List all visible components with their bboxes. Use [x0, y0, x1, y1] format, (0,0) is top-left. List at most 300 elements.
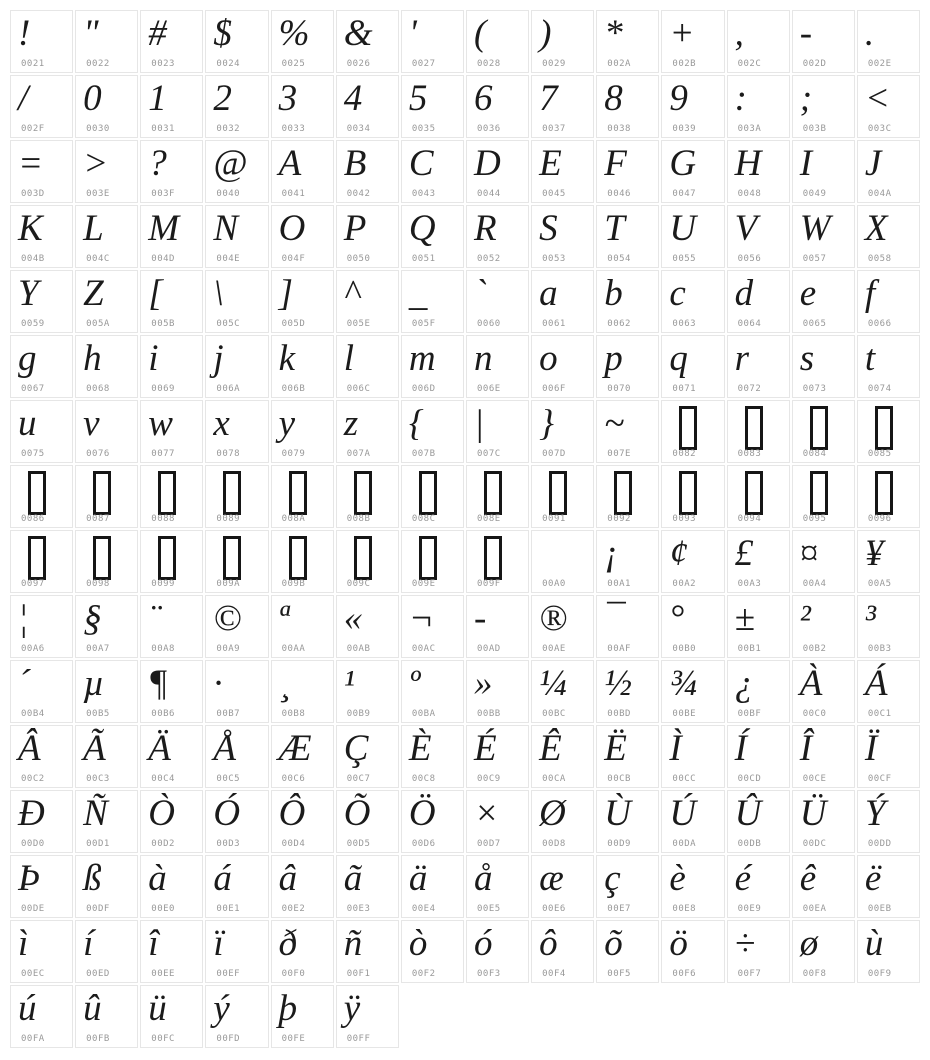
unicode-label: 00DE	[21, 904, 45, 914]
glyph: D	[473, 143, 501, 184]
glyph-cell[interactable]	[336, 530, 399, 593]
glyph-cell[interactable]	[140, 205, 203, 268]
glyph-cell[interactable]	[205, 530, 268, 593]
glyph: \	[213, 273, 224, 314]
glyph-cell[interactable]	[661, 400, 724, 463]
glyph: Ô	[278, 793, 306, 834]
glyph: Á	[864, 663, 888, 704]
glyph: Ý	[864, 793, 886, 834]
glyph-cell[interactable]	[857, 75, 920, 138]
glyph-cell[interactable]	[205, 790, 268, 853]
glyph-cell[interactable]	[596, 140, 659, 203]
glyph-cell[interactable]	[466, 400, 529, 463]
unicode-label: 002A	[607, 59, 631, 69]
unicode-label: 002B	[672, 59, 697, 69]
unicode-label: 00FD	[216, 1034, 241, 1044]
glyph-cell[interactable]	[271, 595, 334, 658]
glyph-cell[interactable]	[336, 725, 399, 788]
glyph-cell[interactable]	[401, 400, 464, 463]
glyph-cell[interactable]	[271, 140, 334, 203]
glyph-cell[interactable]	[205, 205, 268, 268]
unicode-label: 00B9	[346, 709, 371, 719]
glyph-cell[interactable]	[205, 400, 268, 463]
glyph-cell[interactable]	[75, 75, 138, 138]
glyph-cell[interactable]	[271, 855, 334, 918]
glyph-cell[interactable]	[596, 920, 659, 983]
glyph-cell[interactable]	[75, 920, 138, 983]
glyph: <	[864, 78, 890, 119]
glyph-cell[interactable]	[661, 920, 724, 983]
glyph-cell[interactable]	[857, 790, 920, 853]
glyph: n	[473, 338, 493, 379]
glyph-cell[interactable]	[336, 400, 399, 463]
glyph-cell[interactable]	[10, 530, 73, 593]
glyph-cell[interactable]	[140, 270, 203, 333]
glyph-cell[interactable]	[531, 10, 594, 73]
glyph: ×	[473, 793, 499, 834]
glyph-cell[interactable]	[531, 140, 594, 203]
missing-glyph-box-icon	[289, 471, 307, 515]
unicode-label: 00B3	[867, 644, 892, 654]
unicode-label: 003E	[86, 189, 110, 199]
glyph-cell[interactable]	[75, 400, 138, 463]
glyph-cell[interactable]	[792, 75, 855, 138]
glyph-cell[interactable]	[271, 465, 334, 528]
glyph-cell[interactable]	[401, 205, 464, 268]
glyph: t	[864, 338, 876, 379]
glyph: ó	[473, 923, 493, 964]
glyph-cell[interactable]	[10, 270, 73, 333]
glyph-cell[interactable]	[466, 75, 529, 138]
glyph-cell[interactable]	[727, 725, 790, 788]
glyph-cell[interactable]	[792, 530, 855, 593]
glyph: ÷	[734, 923, 755, 964]
glyph: Ì	[669, 728, 682, 769]
unicode-label: 0050	[346, 254, 371, 264]
glyph: b	[604, 273, 623, 314]
glyph-cell[interactable]	[466, 595, 529, 658]
glyph-cell[interactable]	[531, 595, 594, 658]
glyph-cell[interactable]	[596, 595, 659, 658]
glyph-cell[interactable]	[140, 335, 203, 398]
glyph-cell[interactable]	[401, 725, 464, 788]
glyph-cell[interactable]	[792, 725, 855, 788]
glyph-cell[interactable]	[205, 595, 268, 658]
glyph-cell[interactable]	[205, 920, 268, 983]
glyph-cell[interactable]	[336, 855, 399, 918]
unicode-label: 00B0	[672, 644, 697, 654]
glyph-cell[interactable]	[727, 790, 790, 853]
glyph-cell[interactable]	[401, 10, 464, 73]
glyph-cell[interactable]	[466, 270, 529, 333]
glyph-cell[interactable]	[661, 855, 724, 918]
glyph-cell[interactable]	[727, 140, 790, 203]
glyph-cell[interactable]	[140, 920, 203, 983]
glyph: ²	[799, 598, 811, 639]
glyph-cell[interactable]	[140, 75, 203, 138]
unicode-label: 00B6	[151, 709, 175, 719]
glyph-cell[interactable]	[75, 855, 138, 918]
glyph-cell[interactable]	[661, 140, 724, 203]
glyph-cell[interactable]	[140, 140, 203, 203]
glyph-cell[interactable]	[857, 10, 920, 73]
glyph-cell[interactable]	[10, 660, 73, 723]
glyph-cell[interactable]	[596, 400, 659, 463]
glyph-cell[interactable]	[271, 400, 334, 463]
glyph-cell[interactable]	[531, 335, 594, 398]
glyph-cell[interactable]	[466, 465, 529, 528]
glyph-cell[interactable]	[401, 140, 464, 203]
glyph	[402, 466, 463, 512]
glyph-cell[interactable]	[531, 75, 594, 138]
glyph-cell[interactable]	[140, 855, 203, 918]
glyph-cell[interactable]	[75, 595, 138, 658]
unicode-label: 0069	[151, 384, 175, 394]
unicode-label: 0047	[672, 189, 697, 199]
unicode-label: 00AD	[476, 644, 501, 654]
unicode-label: 00A9	[216, 644, 241, 654]
glyph-cell[interactable]	[792, 790, 855, 853]
glyph-cell[interactable]	[727, 855, 790, 918]
glyph: ¿	[734, 663, 754, 704]
glyph-cell[interactable]	[531, 725, 594, 788]
glyph-cell[interactable]	[75, 335, 138, 398]
glyph-cell[interactable]	[10, 465, 73, 528]
glyph-cell[interactable]	[336, 595, 399, 658]
glyph-cell[interactable]	[75, 465, 138, 528]
glyph-cell[interactable]	[727, 205, 790, 268]
unicode-label: 00E7	[607, 904, 631, 914]
glyph-cell[interactable]	[271, 335, 334, 398]
glyph-cell[interactable]	[596, 465, 659, 528]
glyph-cell[interactable]	[271, 530, 334, 593]
glyph: +	[669, 13, 695, 54]
glyph-cell[interactable]	[271, 10, 334, 73]
glyph-cell[interactable]	[727, 335, 790, 398]
unicode-label: 0089	[216, 514, 241, 524]
unicode-label: 00A7	[86, 644, 110, 654]
glyph-cell[interactable]	[140, 595, 203, 658]
glyph: !	[18, 13, 31, 54]
glyph-cell[interactable]	[140, 400, 203, 463]
glyph-cell[interactable]	[205, 725, 268, 788]
glyph-cell[interactable]	[792, 920, 855, 983]
glyph-cell[interactable]	[10, 75, 73, 138]
glyph-cell[interactable]	[857, 400, 920, 463]
glyph-cell[interactable]	[10, 400, 73, 463]
glyph-cell[interactable]	[661, 790, 724, 853]
glyph-cell[interactable]	[596, 790, 659, 853]
unicode-label: 007E	[607, 449, 631, 459]
glyph-cell[interactable]	[336, 335, 399, 398]
glyph-cell[interactable]	[336, 920, 399, 983]
glyph-cell[interactable]	[205, 270, 268, 333]
glyph-cell[interactable]	[205, 985, 268, 1048]
unicode-label: 0098	[86, 579, 110, 589]
glyph: J	[864, 143, 882, 184]
unicode-label: 00D2	[151, 839, 175, 849]
glyph: æ	[539, 858, 564, 899]
glyph-cell[interactable]	[727, 465, 790, 528]
glyph: Ë	[604, 728, 627, 769]
unicode-label: 00CD	[737, 774, 762, 784]
glyph-cell[interactable]	[531, 400, 594, 463]
glyph: ^	[343, 273, 360, 314]
glyph-cell[interactable]	[10, 790, 73, 853]
glyph: s	[799, 338, 815, 379]
glyph-cell[interactable]	[466, 530, 529, 593]
glyph-cell[interactable]	[857, 725, 920, 788]
glyph-cell[interactable]	[727, 530, 790, 593]
glyph-cell[interactable]	[857, 530, 920, 593]
glyph-cell[interactable]	[531, 205, 594, 268]
glyph-cell[interactable]	[661, 75, 724, 138]
glyph-cell[interactable]	[531, 530, 594, 593]
unicode-label: 0087	[86, 514, 110, 524]
glyph-cell[interactable]	[401, 595, 464, 658]
glyph-cell[interactable]	[271, 660, 334, 723]
glyph-cell[interactable]	[792, 270, 855, 333]
glyph-cell[interactable]	[727, 920, 790, 983]
glyph: ú	[18, 988, 37, 1029]
glyph-cell[interactable]	[140, 985, 203, 1048]
unicode-label: 00C2	[21, 774, 45, 784]
glyph-cell[interactable]	[401, 530, 464, 593]
glyph-cell[interactable]	[857, 595, 920, 658]
glyph-cell[interactable]	[792, 660, 855, 723]
glyph-cell[interactable]	[401, 790, 464, 853]
glyph-cell[interactable]	[10, 10, 73, 73]
glyph-cell[interactable]	[205, 660, 268, 723]
glyph-cell[interactable]	[531, 270, 594, 333]
glyph: i	[148, 338, 159, 379]
glyph-cell[interactable]	[857, 140, 920, 203]
glyph-cell[interactable]	[140, 660, 203, 723]
glyph-cell[interactable]	[75, 660, 138, 723]
glyph-cell[interactable]	[271, 790, 334, 853]
glyph-cell[interactable]	[596, 75, 659, 138]
glyph-cell[interactable]	[792, 10, 855, 73]
glyph-cell[interactable]	[336, 270, 399, 333]
glyph-cell[interactable]	[10, 920, 73, 983]
glyph-cell[interactable]	[531, 855, 594, 918]
glyph-cell[interactable]	[336, 205, 399, 268]
glyph-cell[interactable]	[401, 465, 464, 528]
glyph-cell[interactable]	[727, 75, 790, 138]
glyph: 0	[83, 78, 102, 119]
glyph: j	[213, 338, 224, 379]
glyph-cell[interactable]	[336, 75, 399, 138]
unicode-label: 0055	[672, 254, 697, 264]
glyph-cell[interactable]	[271, 920, 334, 983]
glyph-cell[interactable]	[271, 270, 334, 333]
glyph-cell[interactable]	[10, 725, 73, 788]
glyph-cell[interactable]	[661, 595, 724, 658]
glyph-cell[interactable]	[531, 660, 594, 723]
glyph-cell[interactable]	[271, 985, 334, 1048]
glyph-cell[interactable]	[661, 335, 724, 398]
glyph: þ	[278, 988, 298, 1029]
glyph-cell[interactable]	[857, 660, 920, 723]
glyph-cell[interactable]	[336, 790, 399, 853]
glyph-cell[interactable]	[466, 790, 529, 853]
glyph-cell[interactable]	[857, 270, 920, 333]
glyph-cell[interactable]	[857, 920, 920, 983]
glyph-cell[interactable]	[792, 205, 855, 268]
missing-glyph-box-icon	[28, 471, 46, 515]
glyph: 4	[343, 78, 363, 119]
glyph-cell[interactable]	[661, 10, 724, 73]
glyph: ~	[604, 403, 625, 444]
glyph-cell[interactable]	[75, 725, 138, 788]
unicode-label: 002F	[21, 124, 45, 134]
glyph-cell[interactable]	[727, 400, 790, 463]
glyph-cell[interactable]	[531, 465, 594, 528]
glyph-cell[interactable]	[857, 335, 920, 398]
glyph-cell[interactable]	[857, 205, 920, 268]
glyph	[272, 531, 333, 577]
glyph-cell[interactable]	[10, 140, 73, 203]
glyph-cell[interactable]	[792, 595, 855, 658]
glyph-cell[interactable]	[466, 855, 529, 918]
unicode-label: 004F	[281, 254, 306, 264]
unicode-label: 0054	[607, 254, 631, 264]
glyph-cell[interactable]	[336, 985, 399, 1048]
glyph-cell[interactable]	[271, 725, 334, 788]
glyph-cell[interactable]	[466, 335, 529, 398]
glyph-cell[interactable]	[401, 660, 464, 723]
glyph: A	[278, 143, 302, 184]
glyph-cell[interactable]	[401, 920, 464, 983]
glyph-cell[interactable]	[75, 10, 138, 73]
glyph-cell[interactable]	[596, 270, 659, 333]
glyph-cell[interactable]	[727, 660, 790, 723]
glyph-cell[interactable]	[205, 465, 268, 528]
glyph-cell[interactable]	[727, 595, 790, 658]
glyph-cell[interactable]	[596, 335, 659, 398]
glyph-cell[interactable]	[596, 530, 659, 593]
glyph	[532, 466, 593, 512]
glyph: É	[473, 728, 497, 769]
glyph-cell[interactable]	[661, 660, 724, 723]
unicode-label: 00AF	[607, 644, 631, 654]
unicode-label: 0083	[737, 449, 762, 459]
glyph-cell[interactable]	[661, 530, 724, 593]
glyph-cell[interactable]	[466, 920, 529, 983]
unicode-label: 0060	[476, 319, 501, 329]
glyph-cell[interactable]	[140, 530, 203, 593]
glyph-cell[interactable]	[466, 205, 529, 268]
glyph: ø	[799, 923, 819, 964]
glyph-cell[interactable]	[531, 790, 594, 853]
missing-glyph-box-icon	[484, 471, 502, 515]
glyph-cell[interactable]	[401, 855, 464, 918]
glyph-cell[interactable]	[661, 725, 724, 788]
glyph-cell[interactable]	[401, 270, 464, 333]
glyph-cell[interactable]	[857, 855, 920, 918]
unicode-label: 00FC	[151, 1034, 175, 1044]
glyph-cell[interactable]	[75, 205, 138, 268]
glyph-cell[interactable]	[661, 465, 724, 528]
unicode-label: 0099	[151, 579, 175, 589]
glyph: ®	[539, 598, 568, 639]
glyph-cell[interactable]	[205, 10, 268, 73]
unicode-label: 0066	[867, 319, 892, 329]
glyph	[662, 401, 723, 447]
unicode-label: 00BB	[476, 709, 501, 719]
glyph-cell[interactable]	[596, 855, 659, 918]
glyph-cell[interactable]	[205, 75, 268, 138]
glyph-cell[interactable]	[792, 140, 855, 203]
glyph	[272, 466, 333, 512]
unicode-label: 00C8	[411, 774, 436, 784]
glyph-cell[interactable]	[596, 205, 659, 268]
glyph-cell[interactable]	[401, 75, 464, 138]
glyph-cell[interactable]	[75, 985, 138, 1048]
glyph: l	[343, 338, 354, 379]
glyph-cell[interactable]	[75, 790, 138, 853]
glyph-cell[interactable]	[466, 140, 529, 203]
glyph-cell[interactable]	[271, 205, 334, 268]
glyph-cell[interactable]	[10, 205, 73, 268]
glyph: "	[83, 13, 99, 54]
glyph-cell[interactable]	[75, 140, 138, 203]
unicode-label: 00F7	[737, 969, 762, 979]
glyph-cell[interactable]	[596, 10, 659, 73]
glyph-cell[interactable]	[401, 335, 464, 398]
glyph-cell[interactable]	[727, 270, 790, 333]
unicode-label: 005E	[346, 319, 371, 329]
glyph-cell[interactable]	[140, 10, 203, 73]
glyph-cell[interactable]	[140, 465, 203, 528]
glyph-cell[interactable]	[857, 465, 920, 528]
glyph-cell[interactable]	[10, 595, 73, 658]
glyph-cell[interactable]	[140, 790, 203, 853]
glyph-cell[interactable]	[661, 205, 724, 268]
glyph-cell[interactable]	[792, 335, 855, 398]
glyph-cell[interactable]	[596, 660, 659, 723]
glyph-cell[interactable]	[531, 920, 594, 983]
glyph-cell[interactable]	[10, 985, 73, 1048]
glyph-cell[interactable]	[205, 335, 268, 398]
glyph-cell[interactable]	[727, 10, 790, 73]
glyph-cell[interactable]	[140, 725, 203, 788]
glyph: ½	[604, 663, 633, 704]
glyph-cell[interactable]	[466, 725, 529, 788]
glyph-cell[interactable]	[466, 660, 529, 723]
glyph-cell[interactable]	[596, 725, 659, 788]
unicode-label: 0028	[476, 59, 501, 69]
glyph-cell[interactable]	[792, 465, 855, 528]
glyph-cell[interactable]	[75, 530, 138, 593]
glyph-cell[interactable]	[466, 10, 529, 73]
unicode-label: 003F	[151, 189, 175, 199]
glyph-cell[interactable]	[336, 10, 399, 73]
glyph-cell[interactable]	[271, 75, 334, 138]
glyph-cell[interactable]	[205, 140, 268, 203]
glyph-cell[interactable]	[792, 400, 855, 463]
glyph-cell[interactable]	[792, 855, 855, 918]
glyph-cell[interactable]	[205, 855, 268, 918]
unicode-label: 0061	[542, 319, 566, 329]
glyph-cell[interactable]	[10, 335, 73, 398]
glyph-cell[interactable]	[336, 465, 399, 528]
glyph-cell[interactable]	[336, 660, 399, 723]
glyph-cell[interactable]	[336, 140, 399, 203]
glyph-cell[interactable]	[661, 270, 724, 333]
glyph-cell[interactable]	[75, 270, 138, 333]
glyph-cell[interactable]	[10, 855, 73, 918]
